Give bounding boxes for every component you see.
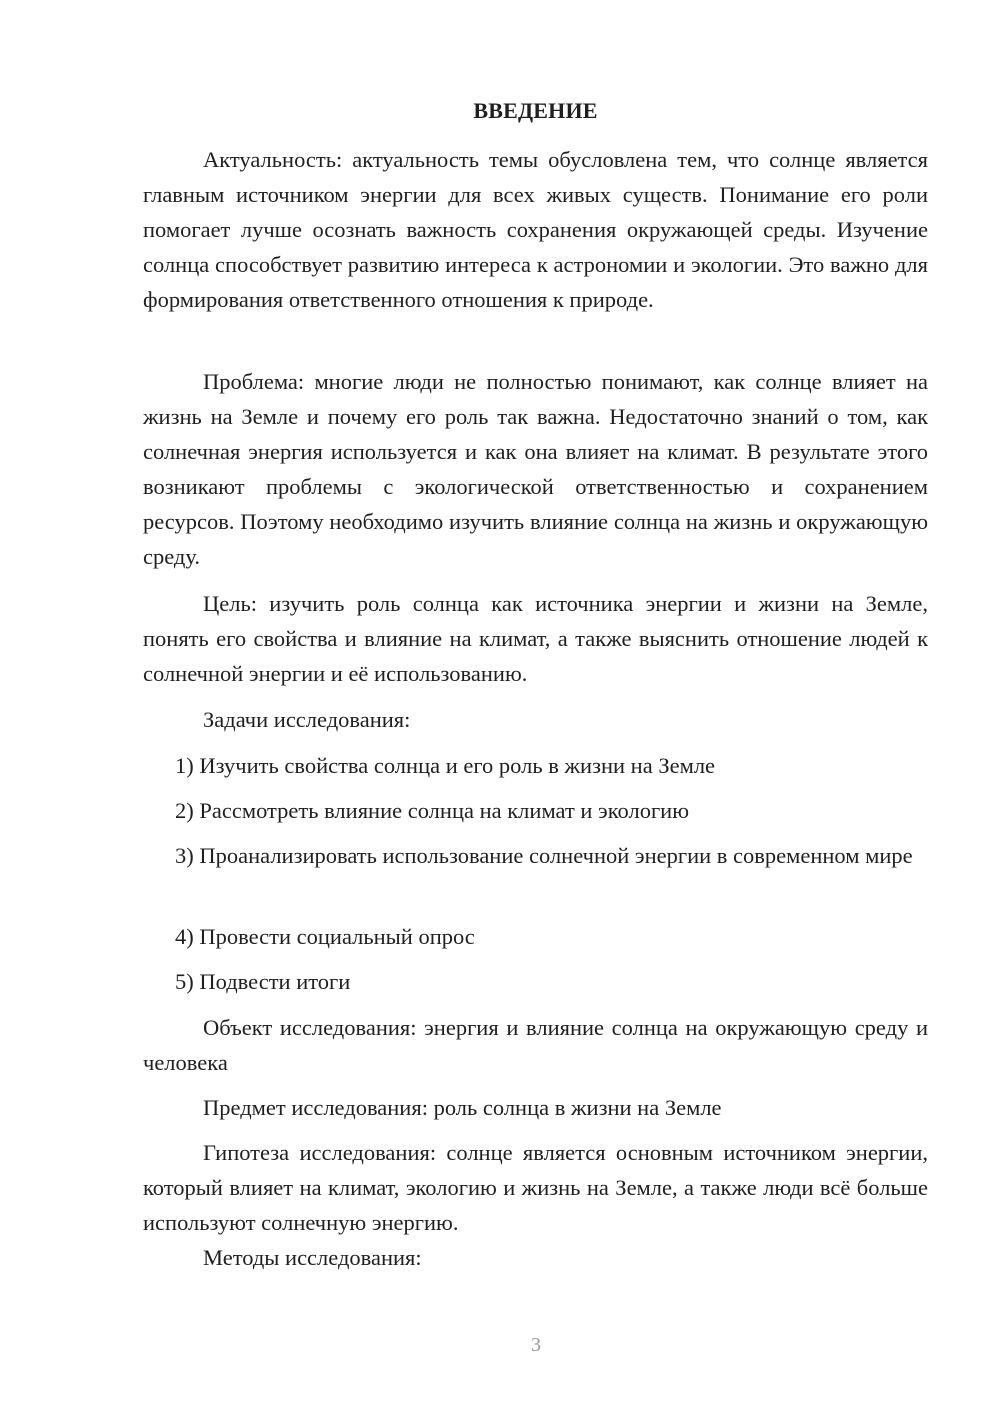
task-item-4: 4) Провести социальный опрос [175, 924, 475, 949]
paragraph-object: Объект исследования: энергия и влияние солнца на окружающую среду и человека [143, 1015, 928, 1075]
paragraph-problem: Проблема: многие люди не полностью понимают, как солнце влияет на жизнь на Земле и почему его роль так важна. Недостаточно знаний о том, как солнечная энергия используется и как она влияет на климат. В результате этого возникают проблемы с экологической ответственностью и сохранением ресурсов. Поэтому необходимо изучить влияние солнца на жизнь и окружающую среду. [143, 369, 928, 569]
page-number: 3 [531, 1334, 541, 1356]
task-item-5: 5) Подвести итоги [175, 969, 351, 994]
section-title: ВВЕДЕНИЕ [473, 98, 598, 123]
task-item-2: 2) Рассмотреть влияние солнца на климат и экологию [175, 798, 690, 823]
task-item-1: 1) Изучить свойства солнца и его роль в жизни на Земле [175, 753, 716, 778]
paragraph-relevance: Актуальность: актуальность темы обусловлена тем, что солнце является главным источником энергии для всех живых существ. Понимание его роли помогает лучше осознать важность сохранения окружающей среды. Изучение солнца способствует развитию интереса к астрономии и экологии. Это важно для формирования ответственного отношения к природе. [143, 147, 928, 312]
paragraph-methods: Методы исследования: [203, 1245, 422, 1270]
paragraph-subject: Предмет исследования: роль солнца в жизни на Земле [203, 1095, 722, 1120]
paragraph-goal: Цель: изучить роль солнца как источника энергии и жизни на Земле, понять его свойства и влияние на климат, а также выяснить отношение людей к солнечной энергии и её использованию. [143, 591, 928, 686]
paragraph-hypothesis: Гипотеза исследования: солнце является основным источником энергии, который влияет на климат, экологию и жизнь на Земле, а также люди всё больше используют солнечную энергию. [143, 1140, 928, 1235]
paragraph-tasks-heading: Задачи исследования: [203, 707, 411, 732]
task-item-3: 3) Проанализировать использование солнечной энергии в современном мире [175, 843, 913, 868]
